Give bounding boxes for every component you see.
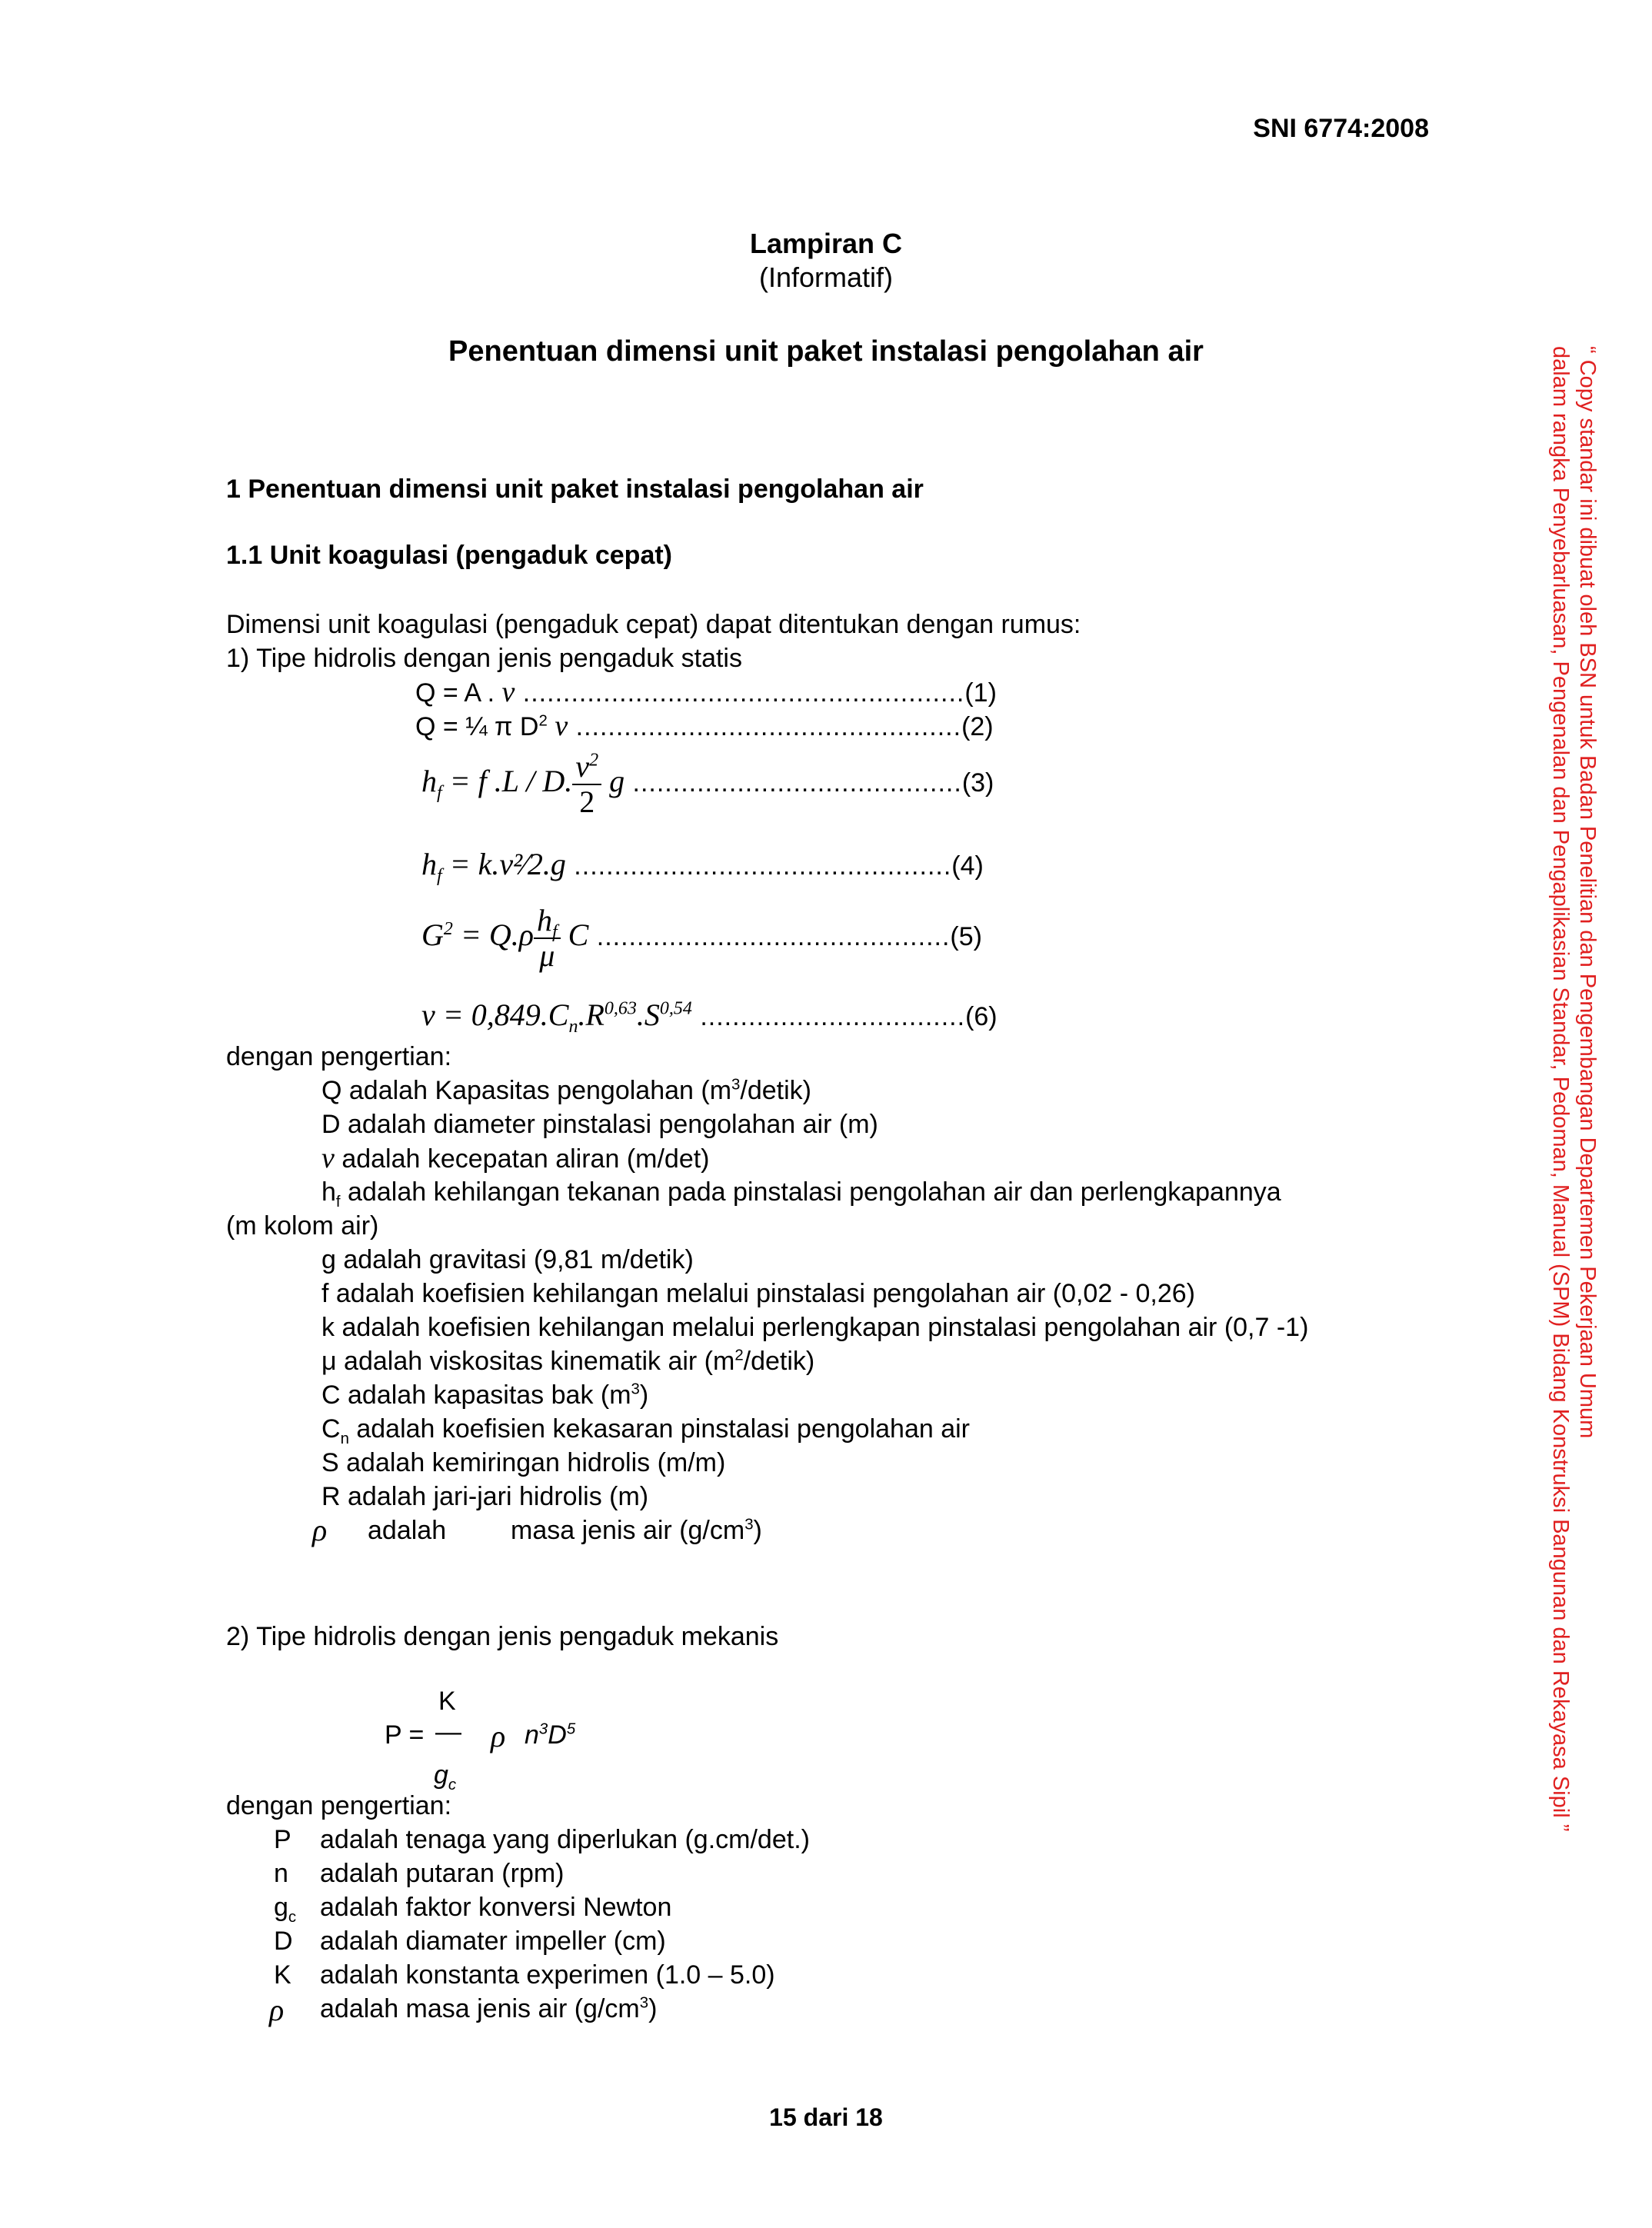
definitions-intro: dengan pengertian: <box>226 1042 452 1071</box>
equation-6: $v = 0,849.C_n.R^{0,63}.S^{0,54}$ .................................(6) <box>421 997 998 1037</box>
formula-n-d: $n^3D^5$ <box>525 1720 576 1750</box>
formula-fraction-bar: — <box>435 1717 461 1747</box>
definition-rho: ρ <box>312 1513 328 1547</box>
formula-p: P = <box>385 1720 425 1750</box>
definition-v: v adalah kecepatan aliran (m/det) <box>321 1142 710 1174</box>
definition-mu: μ adalah viskositas kinematik air $(m^2/detik)$ <box>321 1347 815 1376</box>
annex-subtitle: (Informatif) <box>758 261 894 293</box>
section-1-heading: 1 Penentuan dimensi unit paket instalasi pengolahan air <box>226 475 924 504</box>
definition-p-symbol: P <box>274 1825 291 1854</box>
equation-4: $h_f$ = k.v²⁄2.g ...............................................(4) <box>421 847 984 886</box>
watermark-line-1: “ Copy standar ini dibuat oleh BSN untuk Badan Penelitian dan Pengembangan Departemen Pekerjaan Umum <box>1575 346 1600 1439</box>
definition-gc-text: adalah faktor konversi Newton <box>320 1893 672 1922</box>
definition-n-text: adalah putaran (rpm) <box>320 1859 565 1888</box>
section-1-1-heading: 1.1 Unit koagulasi (pengaduk cepat) <box>226 541 673 570</box>
definition-k2-text: adalah konstanta experimen (1.0 – 5.0) <box>320 1960 775 1990</box>
equation-2: Q = ¼ π $D^2$ v ................................................(2) <box>415 710 994 742</box>
formula-rho: ρ <box>491 1719 506 1753</box>
definition-s: S adalah kemiringan hidrolis (m/m) <box>321 1448 726 1477</box>
definition-q: Q adalah Kapasitas pengolahan $(m^3/detik)$ <box>321 1076 811 1105</box>
power-formula <box>385 1686 615 1793</box>
definition-rho-text: masa jenis air $(g/cm^3)$ <box>511 1516 762 1545</box>
intro-line-2: 1) Tipe hidrolis dengan jenis pengaduk statis <box>226 644 742 673</box>
page-number: 15 dari 18 <box>769 2103 883 2131</box>
definition-cn: $C_n$ adalah koefisien kekasaran pinstalasi pengolahan air <box>321 1414 971 1447</box>
definitions-2-intro: dengan pengertian: <box>226 1791 452 1820</box>
copyright-watermark <box>1504 346 1604 1832</box>
definition-rho-adalah: adalah <box>368 1516 447 1545</box>
definition-hf: $h_f$ adalah kehilangan tekanan pada pinstalasi pengolahan air dan perlengkapannya <box>321 1177 1281 1211</box>
definition-gc-symbol: $g_c$ <box>274 1893 297 1926</box>
formula-gc: $g_c$ <box>434 1760 457 1793</box>
annex-title: Lampiran C <box>749 228 903 259</box>
equation-3: $h_f = f$ .L / D. $\frac{v^2}{2}$ g .........................................(3) <box>421 749 994 819</box>
definition-p-text: adalah tenaga yang diperlukan (g.cm/det.) <box>320 1825 810 1854</box>
formula-k: K <box>438 1687 456 1716</box>
definition-hf-continued: (m kolom air) <box>226 1211 379 1241</box>
definition-n-symbol: n <box>274 1859 288 1888</box>
definition-r: R adalah jari-jari hidrolis (m) <box>321 1482 649 1511</box>
part-2-heading: 2) Tipe hidrolis dengan jenis pengaduk mekanis <box>226 1622 779 1651</box>
equation-5: $G^2 = Q.\rho$ $\frac{h_f}{\mu}$ C ............................................(5) <box>421 903 982 973</box>
definition-d2-text: adalah diamater impeller (cm) <box>320 1927 666 1956</box>
page-title: Penentuan dimensi unit paket instalasi pengolahan air <box>448 335 1204 368</box>
definition-d2-symbol: D <box>274 1927 293 1956</box>
watermark-line-2: dalam rangka Penyebarluasan, Pengenalan dan Pengaplikasian Standar, Pedoman, Manual (SPM) Bidang Konstruksi Bangunan dan Rekayasa Sipil ” <box>1548 346 1573 1832</box>
definition-d: D adalah diameter pinstalasi pengolahan air (m) <box>321 1110 878 1139</box>
definition-c: C adalah kapasitas bak $(m^3)$ <box>321 1380 649 1410</box>
definition-f: f adalah koefisien kehilangan melalui pinstalasi pengolahan air (0,02 - 0,26) <box>321 1279 1195 1308</box>
definition-rho2-text: adalah masa jenis air $(g/cm^3)$ <box>320 1994 658 2023</box>
definition-rho2-symbol: ρ <box>269 1993 285 2027</box>
definition-k2-symbol: K <box>274 1960 291 1990</box>
standard-code: SNI 6774:2008 <box>1253 114 1429 143</box>
intro-line-1: Dimensi unit koagulasi (pengaduk cepat) dapat ditentukan dengan rumus: <box>226 610 1081 639</box>
definition-k: k adalah koefisien kehilangan melalui perlengkapan pinstalasi pengolahan air (0,7 -1) <box>321 1313 1309 1342</box>
equation-1: Q = A . v .......................................................(1) <box>415 676 997 708</box>
definition-g: g adalah gravitasi (9,81 m/detik) <box>321 1245 694 1274</box>
